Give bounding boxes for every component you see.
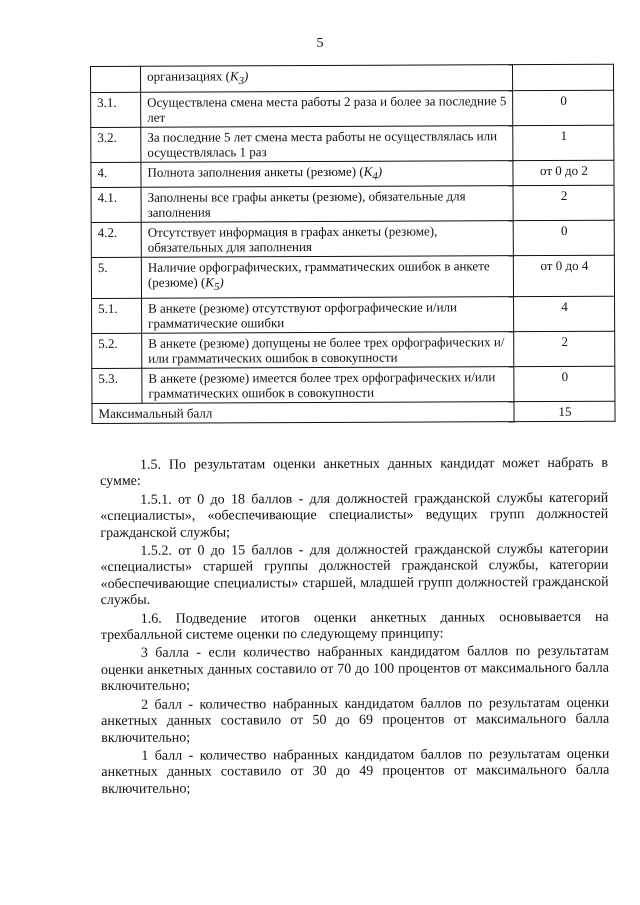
criterion-text: организациях (К [147,68,239,84]
row-criterion [142,296,514,333]
criterion-text: За последние 5 лет смена места работы не осуществлялась или осуществлялась 1 раз [147,127,498,160]
paragraph: 3 балла - если количество набранных кандидатом баллов по результатам оценки анкетных данных составило от 70 до 100 процентов от максимального балла включительно; [100,644,609,695]
row-number: 3.1. [91,92,141,127]
table-row [91,185,614,222]
table-row [92,331,615,368]
criteria-table [90,64,616,424]
row-number [91,66,141,92]
total-score: 15 [514,401,615,421]
row-score: от 0 до 4 [513,255,614,296]
paragraph: 1 балл - количество набранных кандидатом баллов по результатам оценки анкетных данных составило от 30 до 49 процентов от максимального балла включительно; [101,746,610,797]
row-number: 3.2. [91,127,141,162]
criterion-text: Осуществлена смена места работы 2 раза и более за последние 5 лет [147,92,507,125]
table-row [91,220,614,257]
row-number: 4. [91,162,141,188]
page-number: 5 [316,36,324,51]
criterion-text: В анкете (резюме) отсутствуют орфографические и/или грамматические ошибки [148,299,458,331]
table-row [91,255,614,298]
coefficient-index: 4 [372,169,378,182]
total-label: Максимальный балл [92,401,514,423]
row-number: 5. [91,257,141,298]
criterion-text: Заполнены все графы анкеты (резюме), обязательные для заполнения [147,188,466,220]
row-score: 4 [514,296,615,331]
row-number: 5.1. [92,298,142,333]
table-row [91,160,614,188]
row-number: 5.3. [92,368,142,403]
coefficient-tail: ) [219,274,224,290]
criterion-text: В анкете (резюме) имеется более трех орфографических и/или грамматических ошибок в совокупности [148,369,496,401]
coefficient-index: 3 [238,74,245,87]
row-criterion [141,256,513,298]
row-criterion [141,186,513,223]
row-criterion [142,331,514,368]
row-criterion [141,125,513,162]
row-score: 0 [514,366,615,401]
table-row [91,64,614,92]
row-score: 0 [513,220,614,255]
row-score: от 0 до 2 [513,160,614,186]
paragraph: 2 балл - количество набранных кандидатом баллов по результатам оценки анкетных данных составило от 50 до 69 процентов от максимального балла включительно; [101,695,610,746]
paragraph: 1.6. Подведение итогов оценки анкетных данных основывается на трехбалльной системе оценки по следующему принципу: [100,609,609,644]
row-score: 0 [513,90,614,125]
criterion-text: В анкете (резюме) допущены не более трех орфографических и/или грамматических ошибок в совокупности [148,333,505,366]
row-score: 2 [514,331,615,366]
coefficient-index: 5 [213,281,220,294]
row-criterion [141,160,513,187]
total-row [92,401,615,423]
row-score [512,64,613,90]
paragraph: 1.5.1. от 0 до 18 баллов - для должностей гражданской службы категорий «специалисты», «обеспечивающие специалисты» ведущих групп должностей гражданской службы; [100,490,609,541]
coefficient-tail: ) [377,163,383,179]
row-criterion [142,366,514,403]
table-row [92,366,615,403]
criterion-text: Отсутствует информация в графах анкеты (резюме), обязательных для заполнения [147,223,438,255]
row-score: 2 [513,185,614,220]
row-criterion [141,65,513,92]
criterion-text: Наличие орфографических, грамматических ошибок в анкете (резюме) (К [147,258,490,290]
row-number: 4.1. [91,187,141,222]
table-row [92,296,615,333]
coefficient-tail: ) [243,68,249,84]
paragraph: 1.5. По результатам оценки анкетных данных кандидат может набрать в сумме: [100,455,609,490]
row-criterion [141,90,513,127]
row-number: 4.2. [91,222,141,257]
criterion-text: Полнота заполнения анкеты (резюме) (К [147,163,373,180]
table-row [91,90,614,127]
table-row [91,125,614,162]
paragraph: 1.5.2. от 0 до 15 баллов - для должностей гражданской службы категории «специалисты» старшей группы должностей гражданской службы, категории «обеспечивающие специалисты» старшей, младшей групп должностей гражданской службы. [100,541,609,609]
body-text [100,456,609,800]
row-score: 1 [513,125,614,160]
row-criterion [141,221,513,258]
row-number: 5.2. [92,333,142,368]
